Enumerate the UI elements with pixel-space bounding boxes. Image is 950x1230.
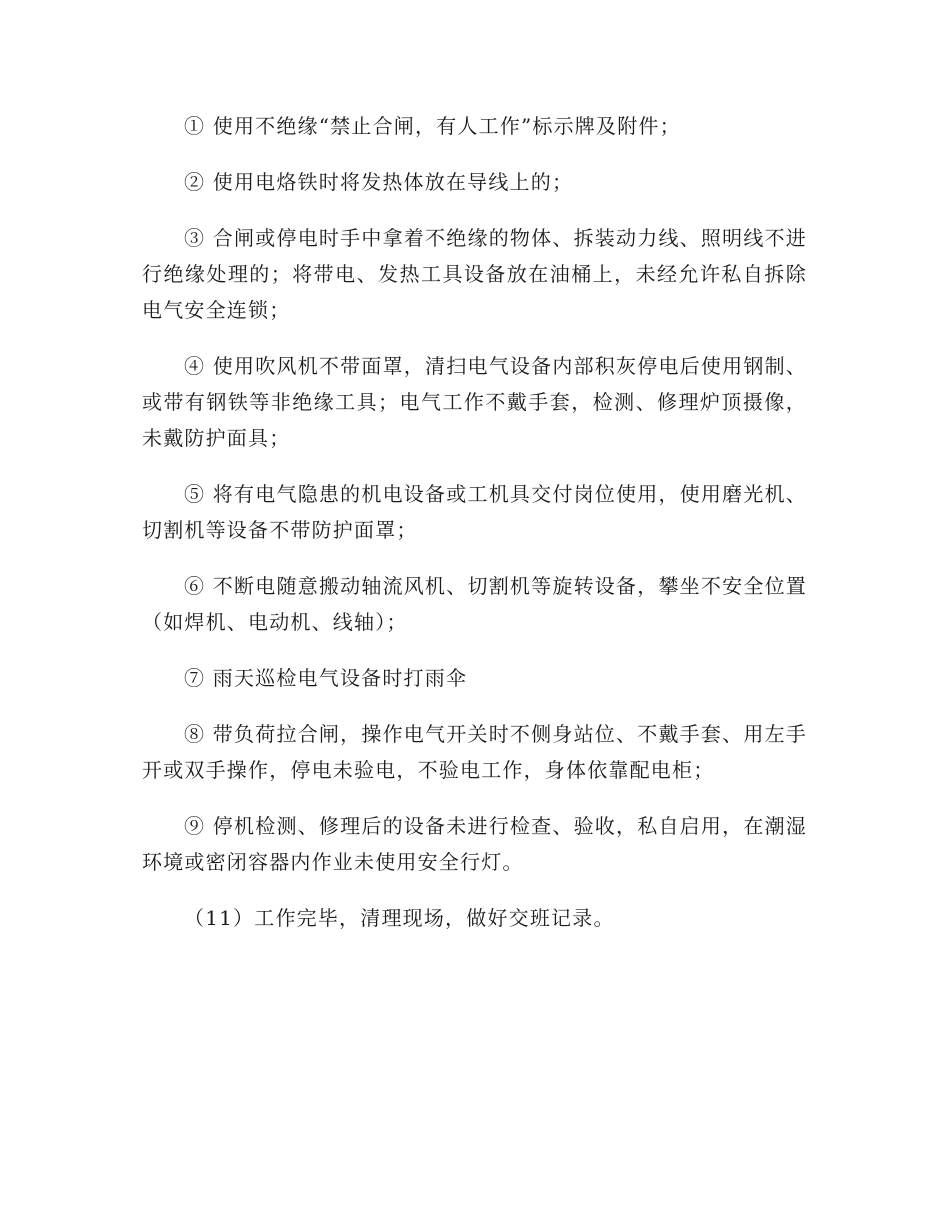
- paragraph-item-7: ⑦ 雨天巡检电气设备时打雨伞: [184, 666, 468, 690]
- paragraph-item-11: （11）工作完毕，清理现场，做好交班记录。: [184, 906, 615, 930]
- paragraph-item-4: ④ 使用吹风机不带面罩，清扫电气设备内部积灰停电后使用钢制、或带有钢铁等非绝缘工具；电气工作不戴手套，检测、修理炉顶摄像，未戴防护面具；: [142, 354, 807, 450]
- paragraph-item-3: ③ 合闸或停电时手中拿着不绝缘的物体、拆装动力线、照明线不进行绝缘处理的；将带电、发热工具设备放在油桶上，未经允许私自拆除电气安全连锁；: [142, 226, 807, 322]
- paragraph-item-6: ⑥ 不断电随意搬动轴流风机、切割机等旋转设备，攀坐不安全位置（如焊机、电动机、线轴）；: [142, 574, 807, 634]
- paragraph-item-9: ⑨ 停机检测、修理后的设备未进行检查、验收，私自启用，在潮湿环境或密闭容器内作业未使用安全行灯。: [142, 814, 807, 874]
- paragraph-item-8: ⑧ 带负荷拉合闸，操作电气开关时不侧身站位、不戴手套、用左手开或双手操作，停电未验电，不验电工作，身体依靠配电柜；: [142, 722, 807, 782]
- paragraph-item-5: ⑤ 将有电气隐患的机电设备或工机具交付岗位使用，使用磨光机、切割机等设备不带防护面罩；: [142, 482, 807, 542]
- document-body: [142, 108, 807, 956]
- paragraph-item-2: ② 使用电烙铁时将发热体放在导线上的；: [184, 170, 574, 194]
- paragraph-item-1: ① 使用不绝缘“禁止合闸，有人工作”标示牌及附件；: [184, 114, 681, 138]
